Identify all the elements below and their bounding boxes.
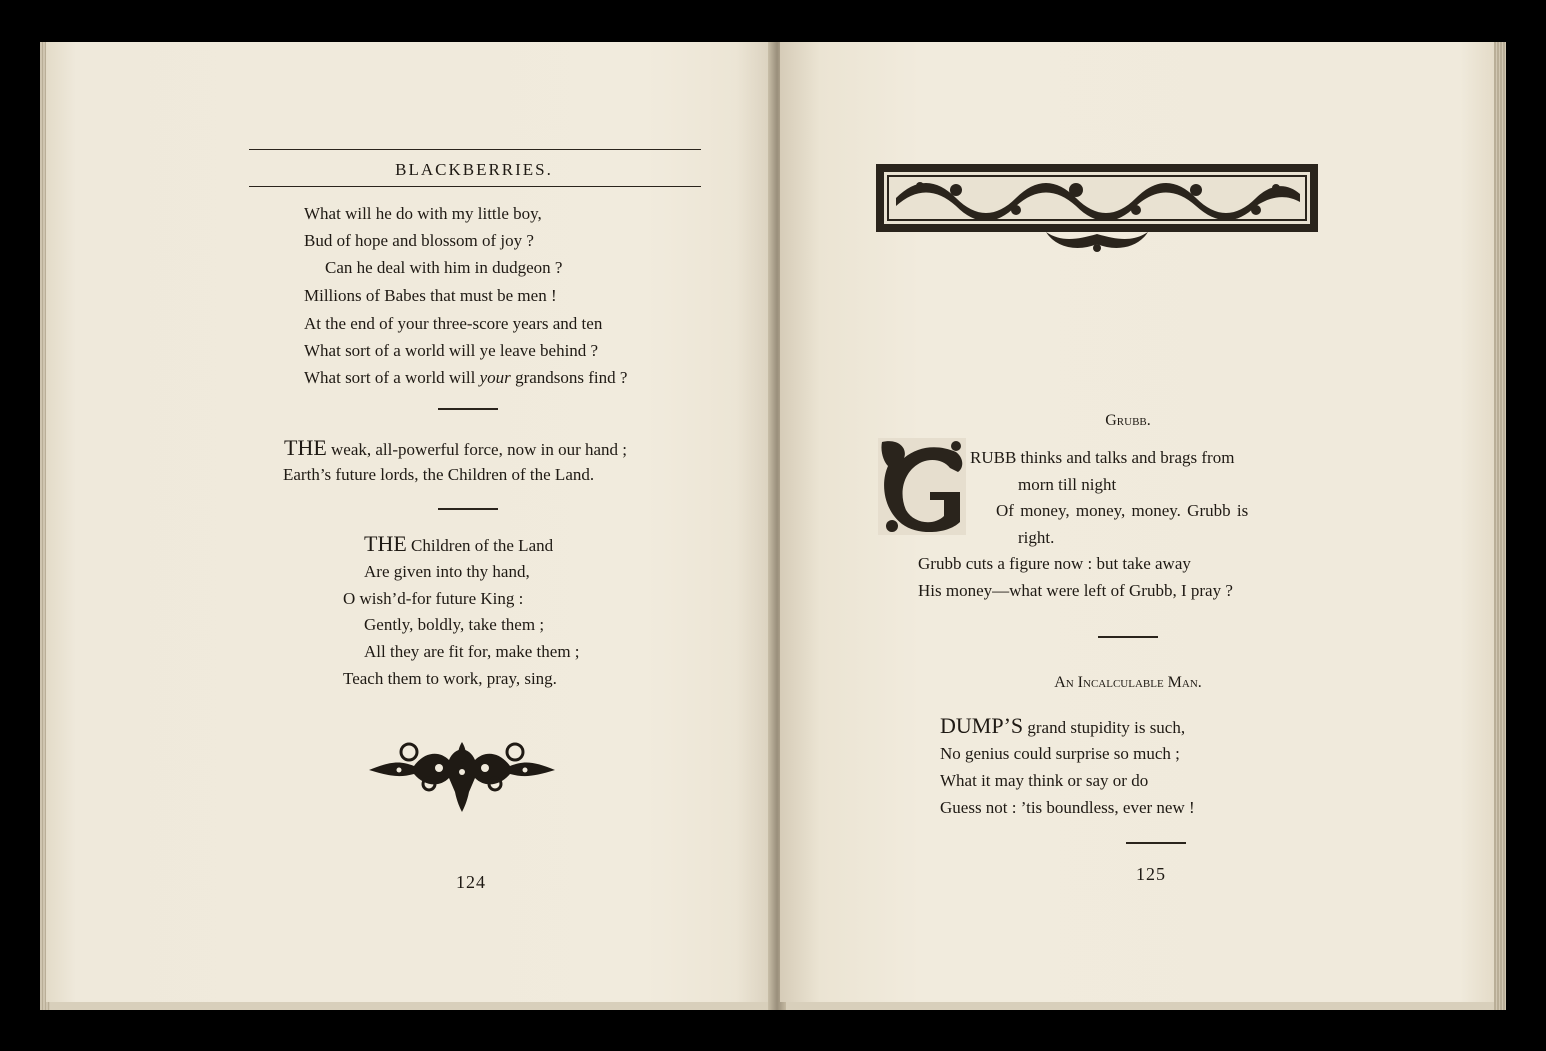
verse-line: Are given into thy hand,	[364, 562, 530, 581]
verse-line: Grubb cuts a figure now : but take away	[918, 554, 1191, 573]
page-number: 125	[1136, 864, 1166, 884]
floral-tailpiece-ornament	[369, 732, 555, 812]
drop-cap: DUMP’S	[940, 713, 1024, 738]
verse-line: Can he deal with him in dudgeon ?	[325, 258, 563, 277]
verse-line: Millions of Babes that must be men !	[304, 286, 557, 305]
verse-line: morn till night	[1018, 475, 1117, 494]
verse-line: Gently, boldly, take them ;	[364, 615, 545, 634]
verse-line	[304, 368, 627, 388]
verse-text: weak, all-powerful force, now in our hand ;	[326, 440, 627, 459]
verse-line	[284, 435, 627, 460]
italic-word: your	[479, 368, 511, 387]
verse-text: grandsons find ?	[510, 368, 628, 387]
right-page	[780, 42, 1500, 1002]
head-rule-bottom	[249, 186, 701, 187]
verse-line	[940, 713, 1186, 738]
woodcut-scroll-headpiece	[876, 164, 1318, 254]
left-page	[46, 42, 774, 1002]
verse-text: Children of the Land	[406, 536, 554, 555]
verse-line: What sort of a world will ye leave behind ?	[304, 341, 599, 360]
verse-line: No genius could surprise so much ;	[940, 744, 1180, 763]
verse-line: All they are fit for, make them ;	[364, 642, 580, 661]
verse-line: O wish’d-for future King :	[343, 589, 524, 608]
drop-cap: THE	[284, 435, 327, 460]
section-divider	[1098, 636, 1158, 638]
poem-title-grubb: Grubb.	[1105, 412, 1151, 429]
page-number: 124	[456, 872, 486, 892]
section-divider	[438, 408, 498, 410]
verse-line: At the end of your three-score years and ten	[304, 314, 603, 333]
poem-title-incalculable-man: An Incalculable Man.	[1054, 674, 1202, 691]
verse-text: grand stupidity is such,	[1023, 718, 1186, 737]
open-book	[40, 42, 1506, 1010]
verse-line: RUBB thinks and talks and brags from	[970, 448, 1235, 467]
verse-line: What will he do with my little boy,	[304, 204, 542, 223]
verse-line: Earth’s future lords, the Children of the Land.	[283, 465, 595, 484]
verse-text: What sort of a world will	[304, 368, 480, 387]
drop-cap: THE	[364, 531, 407, 556]
verse-line: Bud of hope and blossom of joy ?	[304, 231, 534, 250]
section-divider	[438, 508, 498, 510]
head-rule-top	[249, 149, 701, 150]
verse-line	[364, 531, 554, 556]
verse-line: Teach them to work, pray, sing.	[343, 669, 557, 688]
verse-line: right.	[1018, 528, 1055, 547]
verse-line: Guess not : ’tis boundless, ever new !	[940, 798, 1195, 817]
verse-line: His money—what were left of Grubb, I pray ?	[918, 581, 1233, 600]
verse-line: What it may think or say or do	[940, 771, 1149, 790]
initial-letter-text	[966, 442, 967, 462]
section-divider	[1126, 842, 1186, 844]
page-edges-right	[1494, 42, 1506, 1010]
running-head: BLACKBERRIES.	[395, 160, 553, 179]
ornamental-initial-g	[878, 438, 966, 535]
verse-line: Of money, money, money. Grubb is	[996, 501, 1249, 520]
